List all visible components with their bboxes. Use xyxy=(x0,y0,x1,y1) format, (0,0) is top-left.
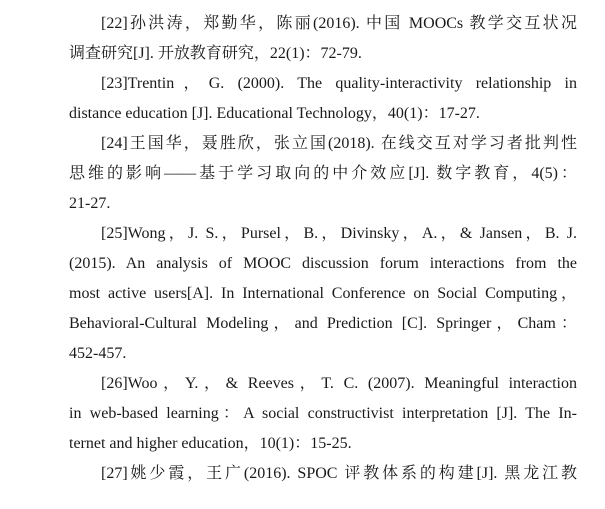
reference-line: (2015). An analysis of MOOC discussion forum interactions from the xyxy=(69,255,577,272)
reference-25 xyxy=(37,219,577,369)
reference-line: [27]姚少霞，王广(2016). SPOC 评教体系的构建[J]. 黑龙江教 xyxy=(101,465,577,482)
reference-line: 21-27. xyxy=(69,195,111,212)
reference-line: [22]孙洪涛，郑勤华，陈丽(2016). 中国 MOOCs 教学交互状况 xyxy=(101,15,577,32)
reference-23 xyxy=(37,69,577,129)
reference-22 xyxy=(37,9,577,69)
reference-line: 调查研究[J]. 开放教育研究，22(1)：72-79. xyxy=(69,45,362,62)
reference-27 xyxy=(37,459,577,489)
reference-24 xyxy=(37,129,577,219)
reference-line: [26]Woo，Y.，& Reeves，T. C. (2007). Meaningful interaction xyxy=(101,375,577,392)
reference-line: in web-based learning：A social constructivist interpretation [J]. The In- xyxy=(69,405,577,422)
reference-line: 452-457. xyxy=(69,345,127,362)
reference-line: [25]Wong，J. S.，Pursel，B.，Divinsky，A.，& Jansen，B. J. xyxy=(101,225,577,242)
reference-line: most active users[A]. In International Conference on Social Computing， xyxy=(69,285,577,302)
reference-line: 思维的影响——基于学习取向的中介效应[J]. 数字教育，4(5)： xyxy=(69,165,577,182)
reference-line: [24]王国华，聂胜欣，张立国(2018). 在线交互对学习者批判性 xyxy=(101,135,577,152)
reference-line: Behavioral-Cultural Modeling，and Prediction [C]. Springer，Cham： xyxy=(69,315,577,332)
reference-line: ternet and higher education，10(1)：15-25. xyxy=(69,435,352,452)
reference-line: [23]Trentin，G. (2000). The quality-interactivity relationship in xyxy=(101,75,577,92)
reference-26 xyxy=(37,369,577,459)
reference-line: distance education [J]. Educational Technology，40(1)：17-27. xyxy=(69,105,480,122)
